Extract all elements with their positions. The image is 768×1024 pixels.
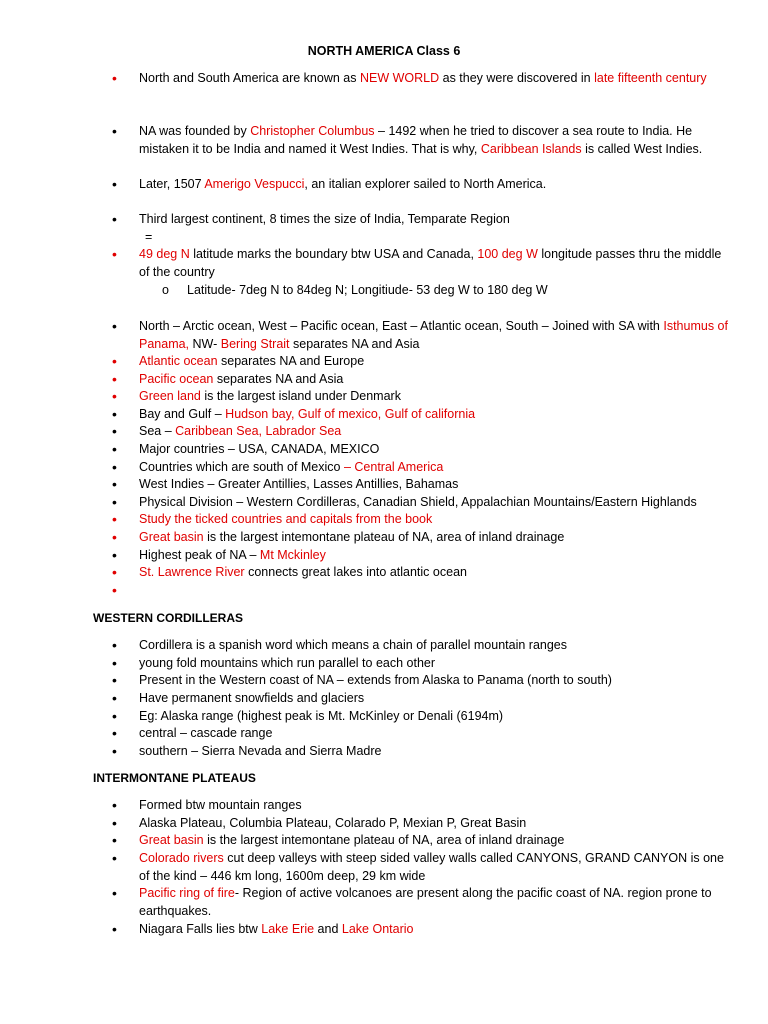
list-item: Alaska Plateau, Columbia Plateau, Colarado P, Mexian P, Great Basin: [139, 816, 527, 830]
bullet-icon: •: [112, 547, 117, 563]
list-item: Formed btw mountain ranges: [139, 798, 302, 812]
sub-bullet-marker: o: [162, 283, 169, 297]
section-heading: INTERMONTANE PLATEAUS: [93, 771, 256, 785]
list-item: southern – Sierra Nevada and Sierra Madre: [139, 744, 382, 758]
list-item: Countries which are south of Mexico – Central America: [139, 460, 444, 474]
list-item: St. Lawrence River connects great lakes into atlantic ocean: [139, 565, 467, 579]
bullet-icon: •: [112, 850, 117, 866]
list-item: North and South America are known as NEW WORLD as they were discovered in late fifteenth century: [139, 71, 707, 85]
bullet-icon: •: [112, 406, 117, 422]
list-item: Cordillera is a spanish word which means a chain of parallel mountain ranges: [139, 638, 568, 652]
bullet-icon: •: [112, 582, 117, 598]
section-heading: WESTERN CORDILLERAS: [93, 611, 243, 625]
bullet-icon: •: [112, 725, 117, 741]
bullet-icon: •: [112, 353, 117, 369]
list-item: Highest peak of NA – Mt Mckinley: [139, 548, 326, 562]
list-item: Pacific ring of fire- Region of active volcanoes are present along the pacific coast of NA. region prone to earthquakes.: [139, 886, 712, 918]
list-item: Atlantic ocean separates NA and Europe: [139, 354, 365, 368]
sub-list-item: Latitude- 7deg N to 84deg N; Longitiude- 53 deg W to 180 deg W: [187, 283, 548, 297]
list-item: central – cascade range: [139, 726, 273, 740]
list-item: Niagara Falls lies btw Lake Erie and Lake Ontario: [139, 922, 414, 936]
list-item: West Indies – Greater Antillies, Lasses Antillies, Bahamas: [139, 477, 459, 491]
bullet-icon: •: [112, 815, 117, 831]
bullet-icon: •: [112, 459, 117, 475]
bullet-icon: •: [112, 371, 117, 387]
bullet-icon: •: [112, 511, 117, 527]
bullet-icon: •: [112, 476, 117, 492]
equals-sign: =: [145, 230, 153, 244]
bullet-icon: •: [112, 708, 117, 724]
bullet-icon: •: [112, 70, 117, 86]
list-item: Later, 1507 Amerigo Vespucci, an italian explorer sailed to North America.: [139, 177, 547, 191]
bullet-icon: •: [112, 832, 117, 848]
bullet-icon: •: [112, 564, 117, 580]
bullet-icon: •: [112, 318, 117, 334]
bullet-icon: •: [112, 123, 117, 139]
bullet-icon: •: [112, 797, 117, 813]
list-item: Major countries – USA, CANADA, MEXICO: [139, 442, 380, 456]
bullet-icon: •: [112, 246, 117, 262]
bullet-icon: •: [112, 921, 117, 937]
bullet-icon: •: [112, 176, 117, 192]
bullet-icon: •: [112, 655, 117, 671]
bullet-icon: •: [112, 672, 117, 688]
page-title: NORTH AMERICA Class 6: [307, 44, 461, 58]
list-item: Present in the Western coast of NA – extends from Alaska to Panama (north to south): [139, 673, 612, 687]
bullet-icon: •: [112, 494, 117, 510]
list-item: Eg: Alaska range (highest peak is Mt. McKinley or Denali (6194m): [139, 709, 504, 723]
list-item: Colorado rivers cut deep valleys with steep sided valley walls called CANYONS, GRAND CANYON is one of the kind – 446 km long, 1600m deep, 29 km wide: [139, 851, 724, 883]
list-item: Pacific ocean separates NA and Asia: [139, 372, 344, 386]
list-item: Have permanent snowfields and glaciers: [139, 691, 365, 705]
bullet-icon: •: [112, 743, 117, 759]
list-item: Third largest continent, 8 times the size of India, Temparate Region: [139, 212, 510, 226]
bullet-icon: •: [112, 441, 117, 457]
list-item: 49 deg N latitude marks the boundary btw USA and Canada, 100 deg W longitude passes thru the middle of the country: [139, 247, 722, 279]
bullet-icon: •: [112, 637, 117, 653]
list-item: young fold mountains which run parallel to each other: [139, 656, 436, 670]
list-item: Bay and Gulf – Hudson bay, Gulf of mexico, Gulf of california: [139, 407, 476, 421]
list-item: Study the ticked countries and capitals from the book: [139, 512, 433, 526]
list-item: Great basin is the largest intemontane plateau of NA, area of inland drainage: [139, 833, 565, 847]
bullet-icon: •: [112, 388, 117, 404]
list-item: NA was founded by Christopher Columbus – 1492 when he tried to discover a sea route to India. He mistaken it to be India and named it West Indies. That is why, Caribbean Islands is called West Indies.: [139, 124, 703, 156]
bullet-icon: •: [112, 423, 117, 439]
list-item: North – Arctic ocean, West – Pacific ocean, East – Atlantic ocean, South – Joined with SA with Isthumus of Panama, NW- Bering Strait separates NA and Asia: [139, 319, 728, 351]
bullet-icon: •: [112, 690, 117, 706]
list-item: Sea – Caribbean Sea, Labrador Sea: [139, 424, 342, 438]
list-item: Green land is the largest island under Denmark: [139, 389, 401, 403]
list-item: Physical Division – Western Cordilleras, Canadian Shield, Appalachian Mountains/Eastern Highlands: [139, 495, 697, 509]
bullet-icon: •: [112, 885, 117, 901]
bullet-icon: •: [112, 529, 117, 545]
bullet-icon: •: [112, 211, 117, 227]
list-item: Great basin is the largest intemontane plateau of NA, area of inland drainage: [139, 530, 565, 544]
